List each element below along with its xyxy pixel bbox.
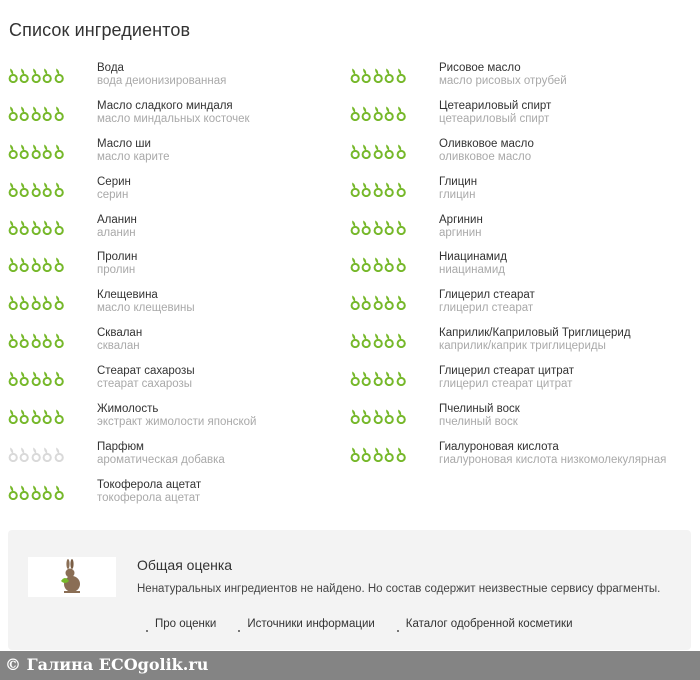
leaf-icon: [396, 143, 406, 159]
leaf-icon: [396, 219, 406, 235]
ingredient-subname: пролин: [97, 264, 136, 277]
leaf-icon: [8, 332, 18, 348]
ingredient-name[interactable]: Пчелиный воск: [439, 403, 520, 416]
leaf-icon: [373, 143, 383, 159]
ingredient-row[interactable]: [350, 401, 690, 439]
ingredient-text: [439, 62, 567, 88]
leaf-icon: [54, 484, 64, 500]
approved-catalog-link[interactable]: Каталог одобренной косметики: [397, 618, 573, 630]
leaf-icon: [54, 105, 64, 121]
leaf-icon: [19, 143, 29, 159]
ingredient-text: [97, 62, 226, 88]
ingredient-row[interactable]: [350, 98, 690, 136]
ingredient-row[interactable]: [8, 60, 348, 98]
leaf-icon: [8, 181, 18, 197]
leaf-icon: [373, 294, 383, 310]
leaf-icon: [350, 294, 360, 310]
leaf-icon: [373, 370, 383, 386]
leaf-icon: [361, 294, 371, 310]
leaf-icon: [54, 370, 64, 386]
rating-leaves: [350, 105, 406, 121]
ingredient-text: [439, 176, 477, 202]
leaf-icon: [31, 446, 41, 462]
ingredient-row[interactable]: [8, 287, 348, 325]
summary-links: [146, 618, 573, 630]
ingredient-text: [439, 214, 483, 240]
summary-title: Общая оценка: [137, 557, 233, 573]
ingredient-row[interactable]: [350, 60, 690, 98]
ingredient-name[interactable]: Парфюм: [97, 440, 144, 453]
leaf-icon: [54, 294, 64, 310]
leaf-icon: [8, 67, 18, 83]
ingredient-text: [439, 441, 666, 467]
leaf-icon: [361, 219, 371, 235]
ingredient-text: [97, 138, 170, 164]
rating-leaves: [350, 219, 406, 235]
ingredient-row[interactable]: [350, 174, 690, 212]
leaf-icon: [396, 181, 406, 197]
leaf-icon: [373, 256, 383, 272]
leaf-icon: [19, 181, 29, 197]
ingredient-name[interactable]: Ниацинамид: [439, 251, 507, 264]
leaf-icon: [373, 408, 383, 424]
sources-link[interactable]: Источники информации: [238, 618, 374, 630]
rating-leaves: [8, 219, 64, 235]
leaf-icon: [31, 256, 41, 272]
leaf-icon: [384, 294, 394, 310]
rating-leaves: [350, 256, 406, 272]
leaf-icon: [350, 143, 360, 159]
ingredient-name[interactable]: Цетеариловый спирт: [439, 99, 552, 112]
ingredient-list-right: [350, 60, 690, 477]
rating-leaves: [350, 446, 406, 462]
leaf-icon: [42, 181, 52, 197]
ingredient-text: [97, 327, 142, 353]
ingredient-text: [439, 251, 507, 277]
leaf-icon: [396, 294, 406, 310]
rating-leaves: [350, 370, 406, 386]
rating-leaves: [350, 67, 406, 83]
leaf-icon: [350, 181, 360, 197]
leaf-icon: [19, 256, 29, 272]
leaf-icon: [19, 67, 29, 83]
ingredient-text: [97, 479, 201, 505]
ingredient-name[interactable]: Глицерил стеарат: [439, 289, 535, 302]
ingredient-row[interactable]: [8, 249, 348, 287]
leaf-icon: [373, 219, 383, 235]
rating-leaves: [8, 105, 64, 121]
ingredient-row[interactable]: [8, 401, 348, 439]
ingredient-text: [97, 365, 195, 391]
rating-leaves: [350, 408, 406, 424]
rating-leaves: [8, 332, 64, 348]
ingredient-subname: стеарат сахарозы: [97, 378, 193, 391]
leaf-icon: [42, 105, 52, 121]
ingredient-row[interactable]: [8, 136, 348, 174]
ingredient-subname: глицин: [439, 188, 476, 201]
leaf-icon: [350, 332, 360, 348]
ingredient-row[interactable]: [8, 98, 348, 136]
leaf-icon: [54, 143, 64, 159]
leaf-icon: [31, 408, 41, 424]
ingredient-name[interactable]: Рисовое масло: [439, 62, 521, 74]
ingredient-subname: серин: [97, 188, 129, 201]
leaf-icon: [54, 256, 64, 272]
ingredient-row[interactable]: [8, 439, 348, 477]
leaf-icon: [350, 105, 360, 121]
ingredient-subname: глицерил стеарат цитрат: [439, 378, 573, 391]
rating-leaves: [8, 294, 64, 310]
ingredient-name[interactable]: Клещевина: [97, 289, 158, 302]
leaf-icon: [42, 143, 52, 159]
rating-leaves: [8, 408, 64, 424]
ingredient-row[interactable]: [350, 136, 690, 174]
summary-text: Ненатуральных ингредиентов не найдено. Но состав содержит неизвестные сервису фрагменты.: [137, 583, 661, 595]
ingredient-text: [439, 100, 551, 126]
leaf-icon: [31, 67, 41, 83]
rating-leaves: [350, 181, 406, 197]
watermark-bar: [0, 651, 700, 680]
ingredient-subname: пчелиный воск: [439, 416, 518, 429]
leaf-icon: [373, 105, 383, 121]
leaf-icon: [361, 332, 371, 348]
ingredient-subname: аргинин: [439, 226, 482, 239]
leaf-icon: [361, 370, 371, 386]
leaf-icon: [42, 446, 52, 462]
ingredient-text: [97, 176, 131, 202]
ingredient-subname: масло карите: [97, 150, 170, 163]
leaf-icon: [42, 408, 52, 424]
ingredient-name[interactable]: Каприлик/Каприловый Триглицерид: [439, 327, 631, 340]
summary-panel: [8, 530, 691, 650]
leaf-icon: [350, 256, 360, 272]
ingredient-name[interactable]: Сквалан: [97, 327, 143, 340]
ingredient-text: [439, 365, 574, 391]
leaf-icon: [373, 446, 383, 462]
ingredient-subname: цетеариловый спирт: [439, 112, 550, 125]
leaf-icon: [396, 67, 406, 83]
leaf-icon: [361, 105, 371, 121]
leaf-icon: [350, 370, 360, 386]
ingredient-name[interactable]: Оливковое масло: [439, 137, 534, 150]
leaf-icon: [31, 181, 41, 197]
leaf-icon: [396, 105, 406, 121]
leaf-icon: [361, 446, 371, 462]
ingredient-subname: аланин: [97, 226, 136, 239]
page-title: Список ингредиентов: [9, 20, 191, 40]
ingredient-subname: глицерил стеарат: [439, 302, 534, 315]
leaf-icon: [19, 219, 29, 235]
leaf-icon: [384, 408, 394, 424]
ingredient-text: [439, 403, 520, 429]
ingredient-subname: масло рисовых отрубей: [439, 75, 567, 87]
leaf-icon: [384, 143, 394, 159]
leaf-icon: [396, 408, 406, 424]
leaf-icon: [384, 67, 394, 83]
ingredient-subname: масло клещевины: [97, 302, 195, 315]
ingredient-row[interactable]: [8, 212, 348, 250]
ingredient-text: [97, 403, 256, 429]
ingredient-name[interactable]: Масло сладкого миндаля: [97, 99, 233, 112]
leaf-icon: [384, 446, 394, 462]
ingredient-subname: оливковое масло: [439, 150, 532, 163]
ingredient-list-left: [8, 60, 348, 515]
rating-leaves: [350, 332, 406, 348]
leaf-icon: [31, 484, 41, 500]
ingredient-name[interactable]: Аланин: [97, 213, 137, 226]
leaf-icon: [31, 332, 41, 348]
leaf-icon: [42, 256, 52, 272]
leaf-icon: [31, 294, 41, 310]
leaf-icon: [396, 370, 406, 386]
ingredient-row[interactable]: [350, 439, 690, 477]
rating-leaves: [8, 256, 64, 272]
ingredient-subname: ниацинамид: [439, 264, 505, 277]
rating-leaves: [8, 484, 64, 500]
leaf-icon: [54, 408, 64, 424]
ingredient-subname: вода деионизированная: [97, 75, 227, 87]
ingredient-row[interactable]: [8, 174, 348, 212]
rabbit-icon: [57, 559, 87, 595]
about-ratings-link[interactable]: Про оценки: [146, 618, 216, 630]
leaf-icon: [19, 484, 29, 500]
leaf-icon: [384, 219, 394, 235]
ingredient-row[interactable]: [350, 212, 690, 250]
ingredient-name[interactable]: Серин: [97, 175, 131, 188]
leaf-icon: [42, 294, 52, 310]
leaf-icon: [31, 105, 41, 121]
ingredient-row[interactable]: [350, 287, 690, 325]
leaf-icon: [384, 105, 394, 121]
leaf-icon: [19, 370, 29, 386]
ingredient-subname: экстракт жимолости японской: [97, 416, 257, 429]
leaf-icon: [8, 256, 18, 272]
ingredient-text: [439, 138, 534, 164]
ingredient-text: [439, 289, 535, 315]
leaf-icon: [350, 446, 360, 462]
rating-leaves: [8, 67, 64, 83]
leaf-icon: [361, 256, 371, 272]
ingredient-name[interactable]: Гиалуроновая кислота: [439, 440, 559, 453]
leaf-icon: [54, 332, 64, 348]
leaf-icon: [361, 143, 371, 159]
leaf-icon: [31, 143, 41, 159]
leaf-icon: [54, 181, 64, 197]
ingredient-row[interactable]: [8, 477, 348, 515]
leaf-icon: [19, 332, 29, 348]
ingredient-name[interactable]: Жимолость: [97, 403, 159, 416]
leaf-icon: [19, 105, 29, 121]
leaf-icon: [8, 408, 18, 424]
leaf-icon: [361, 181, 371, 197]
ingredient-name[interactable]: Пролин: [97, 251, 138, 264]
ingredient-text: [97, 100, 250, 126]
leaf-icon: [8, 105, 18, 121]
leaf-icon: [54, 67, 64, 83]
rating-leaves: [350, 294, 406, 310]
ingredient-text: [97, 289, 195, 315]
leaf-icon: [42, 219, 52, 235]
leaf-icon: [350, 67, 360, 83]
leaf-icon: [8, 143, 18, 159]
leaf-icon: [8, 294, 18, 310]
ingredient-text: [97, 251, 137, 277]
leaf-icon: [31, 370, 41, 386]
leaf-icon: [19, 408, 29, 424]
leaf-icon: [42, 484, 52, 500]
leaf-icon: [19, 294, 29, 310]
ingredient-name[interactable]: Вода: [97, 62, 124, 74]
leaf-icon: [8, 219, 18, 235]
leaf-icon: [350, 219, 360, 235]
rabbit-logo: [28, 557, 116, 597]
ingredient-row[interactable]: [8, 325, 348, 363]
rating-leaves: [8, 143, 64, 159]
leaf-icon: [42, 370, 52, 386]
leaf-icon: [384, 370, 394, 386]
watermark-text: © Галина ECOgolik.ru: [5, 655, 209, 674]
rating-leaves: [350, 143, 406, 159]
leaf-icon: [396, 446, 406, 462]
leaf-icon: [396, 332, 406, 348]
ingredient-row[interactable]: [350, 325, 690, 363]
leaf-icon: [396, 256, 406, 272]
ingredient-name[interactable]: Глицин: [439, 175, 478, 188]
leaf-icon: [54, 446, 64, 462]
ingredient-name[interactable]: Масло ши: [97, 137, 151, 150]
ingredient-subname: масло миндальных косточек: [97, 112, 250, 125]
leaf-icon: [373, 181, 383, 197]
ingredient-name[interactable]: Стеарат сахарозы: [97, 365, 195, 378]
leaf-icon: [361, 67, 371, 83]
ingredient-text: [97, 214, 137, 240]
leaf-icon: [31, 219, 41, 235]
ingredient-subname: токоферола ацетат: [97, 491, 201, 504]
ingredient-subname: ароматическая добавка: [97, 453, 225, 466]
leaf-icon: [384, 181, 394, 197]
leaf-icon: [384, 332, 394, 348]
ingredient-row[interactable]: [350, 249, 690, 287]
leaf-icon: [373, 67, 383, 83]
ingredient-name[interactable]: Аргинин: [439, 213, 483, 226]
ingredient-name[interactable]: Глицерил стеарат цитрат: [439, 365, 575, 378]
ingredient-subname: каприлик/каприк триглицериды: [439, 340, 606, 353]
leaf-icon: [42, 67, 52, 83]
rating-leaves: [8, 446, 64, 462]
leaf-icon: [54, 219, 64, 235]
rating-leaves: [8, 370, 64, 386]
ingredient-row[interactable]: [8, 363, 348, 401]
leaf-icon: [42, 332, 52, 348]
ingredient-text: [439, 327, 631, 353]
rating-leaves: [8, 181, 64, 197]
leaf-icon: [19, 446, 29, 462]
leaf-icon: [373, 332, 383, 348]
ingredient-subname: сквалан: [97, 340, 140, 353]
leaf-icon: [8, 484, 18, 500]
leaf-icon: [350, 408, 360, 424]
ingredient-subname: гиалуроновая кислота низкомолекулярная: [439, 453, 667, 466]
leaf-icon: [8, 446, 18, 462]
leaf-icon: [8, 370, 18, 386]
ingredient-row[interactable]: [350, 363, 690, 401]
leaf-icon: [384, 256, 394, 272]
leaf-icon: [361, 408, 371, 424]
ingredient-text: [97, 441, 225, 467]
ingredient-name[interactable]: Токоферола ацетат: [97, 478, 202, 491]
